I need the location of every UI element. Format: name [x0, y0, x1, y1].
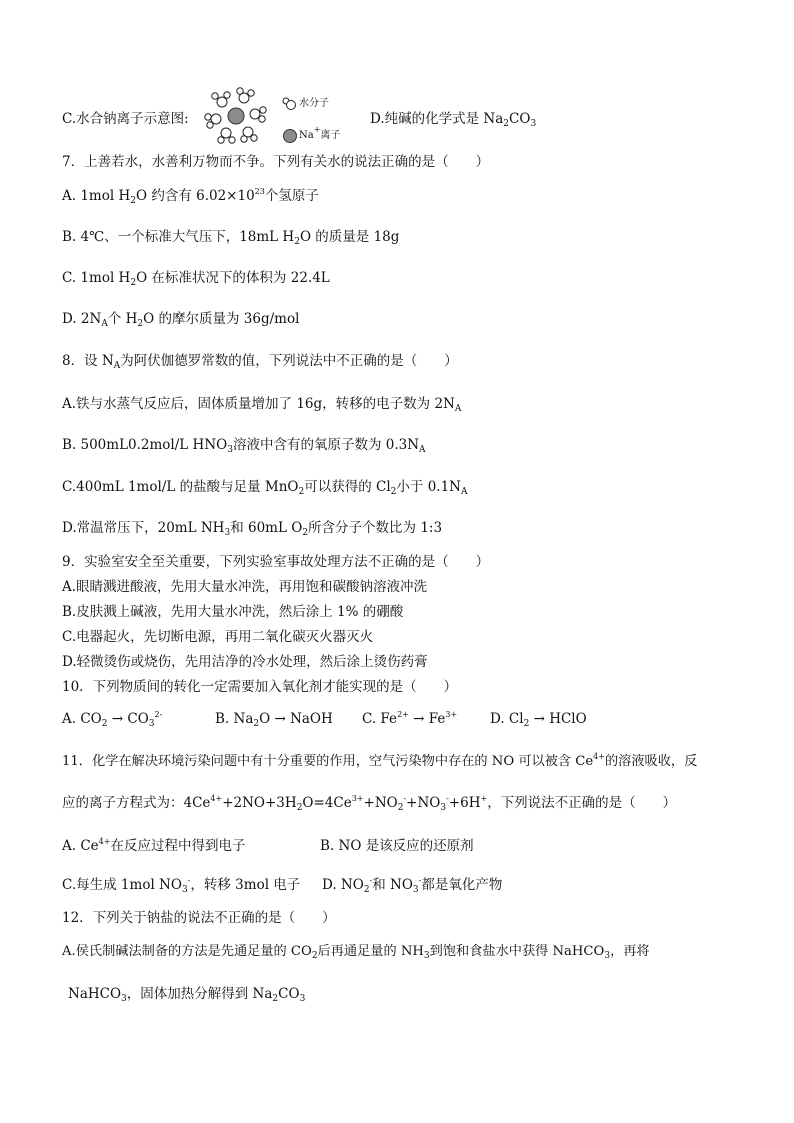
- q9-option-a: A.眼睛溅进酸液，先用大量水冲洗，再用饱和碳酸钠溶液冲洗: [62, 579, 428, 595]
- q10-option-a: A. $CO_2 \to CO_3^{2-}$: [62, 710, 163, 729]
- q12-option-a-line2: NaHCO$_3$，固体加热分解得到 $Na_2CO_3$: [68, 986, 306, 1004]
- sodium-ion-center: [228, 108, 244, 124]
- q10-stem: 10．下列物质间的转化一定需要加入氧化剂才能实现的是（ ）: [62, 679, 458, 695]
- q7-option-c: C. 1mol $H_2O$ 在标准状况下的体积为 22.4L: [62, 270, 330, 288]
- q9-option-c: C.电器起火，先切断电源，再用二氧化碳灭火器灭火: [62, 629, 374, 645]
- legend-water-label: 水分子: [299, 98, 329, 109]
- q10-option-b: B. $Na_2O$ → NaOH: [215, 711, 333, 729]
- q11-option-d: D. $NO_2^-$和 $NO_3^-$都是氧化产物: [322, 876, 503, 895]
- water-molecule-hydrogen: [259, 116, 265, 122]
- q7-stem: 7．上善若水，水善利万物而不争。下列有关水的说法正确的是（ ）: [62, 154, 490, 170]
- water-molecule-hydrogen: [212, 93, 218, 99]
- q12-stem: 12．下列关于钠盐的说法不正确的是（ ）: [62, 910, 336, 926]
- q9-stem: 9．实验室安全至关重要，下列实验室事故处理方法不正确的是（ ）: [62, 554, 490, 570]
- water-molecule-hydrogen: [237, 88, 243, 94]
- q7-option-a: A. 1mol $H_2O$ 约含有 $6.02\times 10^{23}$个氢原子: [62, 187, 319, 206]
- q6-option-c-label: C.水合钠离子示意图:: [62, 111, 189, 127]
- q8-option-c: C.400mL 1mol/L 的盐酸与足量 MnO$_2$可以获得的 $Cl_2$小于 $0.1N_A$: [62, 479, 468, 497]
- q8-option-a: A.铁与水蒸气反应后，固体质量增加了 16g，转移的电子数为 $2N_A$: [62, 396, 462, 414]
- q11-stem-line1: 11．化学在解决环境污染问题中有十分重要的作用，空气污染物中存在的 NO 可以被含 $Ce^{4+}$的溶液吸收，反: [62, 752, 698, 769]
- q6-option-d: D.纯碱的化学式是 $Na_2CO_3$: [370, 111, 537, 129]
- q11-stem-line2: 应的离子方程式为：$4Ce^{4+}+2NO+3H_2O=4Ce^{3+}+NO_2^-+NO_3^-+6H^+$，下列说法不正确的是（ ）: [62, 794, 677, 813]
- water-molecule-hydrogen: [260, 107, 266, 113]
- water-molecule-hydrogen: [229, 137, 235, 143]
- water-molecule-hydrogen: [241, 136, 247, 142]
- water-molecule-oxygen: [250, 109, 260, 119]
- water-molecule-oxygen: [221, 128, 231, 138]
- water-molecule-oxygen: [217, 97, 227, 107]
- water-molecule-hydrogen: [205, 114, 211, 120]
- q9-option-d: D.轻微烫伤或烧伤，先用洁净的冷水处理，然后涂上烫伤药膏: [62, 654, 428, 670]
- q8-stem: 8．设 $N_A$为阿伏伽德罗常数的值，下列说法中不正确的是（ ）: [62, 353, 458, 371]
- legend-sodium-ion-label: Na+离子: [299, 125, 341, 141]
- water-molecule-hydrogen: [218, 137, 224, 143]
- water-molecule-hydrogen: [207, 122, 213, 128]
- q11-option-b: B. NO 是该反应的还原剂: [320, 838, 474, 854]
- q8-option-b: B. 500mL0.2mol/L $HNO_3$溶液中含有的氧原子数为 $0.3N_A$: [62, 437, 426, 455]
- sodium-ion-legend-icon: [282, 128, 298, 144]
- q10-option-c: C. $Fe^{2+} \to Fe^{3+}$: [362, 710, 458, 727]
- q12-option-a-line1: A.侯氏制碱法制备的方法是先通足量的 $CO_2$后再通足量的 $NH_3$到饱和食盐水中获得 NaHCO$_3$，再将: [62, 944, 650, 961]
- hydrated-sodium-ion-diagram: [200, 86, 275, 146]
- water-molecule-hydrogen: [251, 135, 257, 141]
- q9-option-b: B.皮肤溅上碱液，先用大量水冲洗，然后涂上 1% 的硼酸: [62, 604, 404, 620]
- q10-option-d: D. $Cl_2$ → HClO: [490, 711, 587, 729]
- q11-option-a: A. $Ce^{4+}$在反应过程中得到电子: [62, 837, 246, 854]
- q7-option-b: B. 4℃、一个标准大气压下，18mL $H_2O$ 的质量是 18g: [62, 229, 400, 247]
- water-molecule-hydrogen: [224, 92, 230, 98]
- water-molecule-legend-icon: [282, 97, 298, 111]
- q7-option-d: D. $2N_A$个 $H_2O$ 的摩尔质量为 36g/mol: [62, 311, 300, 329]
- water-molecule-hydrogen: [248, 90, 254, 96]
- q11-option-c: C.每生成 1mol $NO_3^-$，转移 3mol 电子: [62, 876, 301, 895]
- q8-option-d: D.常温常压下，20mL $NH_3$和 60mL $O_2$所含分子个数比为 1:3: [62, 520, 443, 538]
